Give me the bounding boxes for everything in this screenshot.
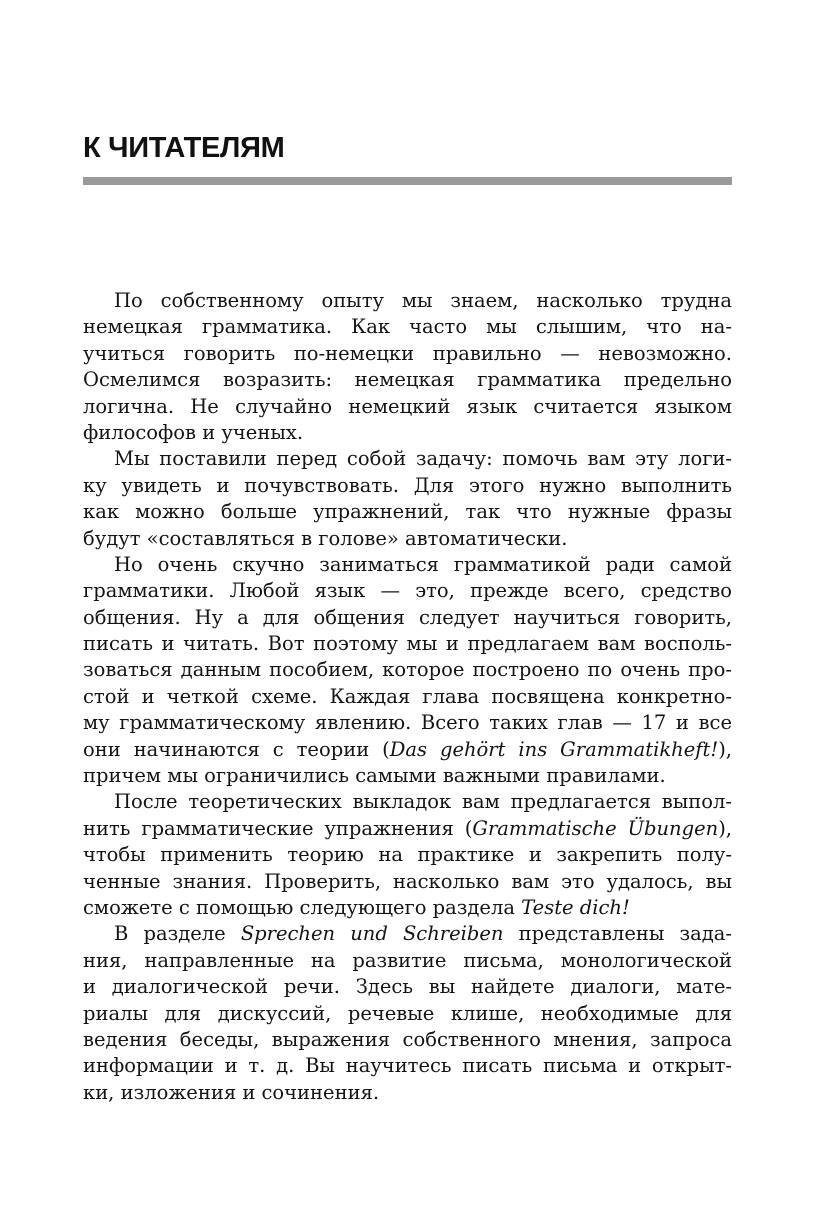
page-title: К ЧИТАТЕЛЯМ	[83, 132, 285, 164]
paragraph-4-line-1: После теоретических выкладок вам предлагается выпол-	[114, 790, 732, 814]
paragraph-1-line-4: Осмелимся возразить: немецкая грамматика предельно	[83, 368, 732, 392]
paragraph-1-line-2: немецкая грамматика. Как часто мы слышим, что на-	[83, 315, 732, 339]
paragraph-3-line-2: грамматики. Любой язык — это, прежде всего, средство	[83, 579, 732, 603]
paragraph-2-line-2: ку увидеть и почувствовать. Для этого нужно выполнить	[83, 473, 732, 497]
paragraph-3-line-9: причем мы ограничились самыми важными правилами.	[83, 764, 666, 788]
paragraph-4-line-2-tail: ),	[718, 816, 732, 840]
paragraph-1-line-6: философов и ученых.	[83, 420, 304, 444]
paragraph-4-line-5-italic: Teste dich!	[521, 895, 630, 919]
paragraph-1-line-1: По собственному опыту мы знаем, насколько трудна	[114, 289, 732, 312]
paragraph-5-line-7: ки, изложения и сочинения.	[83, 1080, 380, 1104]
paragraph-5-line-1-text: В разделе	[114, 922, 241, 946]
paragraph-5-line-1-italic: Sprechen und Schreiben	[240, 922, 504, 946]
paragraph-2-line-1: Мы поставили перед собой задачу: помочь вам эту логи-	[114, 447, 732, 471]
paragraph-1-line-5: логична. Не случайно немецкий язык считается языком	[83, 394, 732, 418]
paragraph-5-line-3: и диалогической речи. Здесь вы найдете диалоги, мате-	[83, 975, 732, 999]
paragraph-5-line-1-tail: представлены зада-	[503, 922, 732, 946]
paragraph-4-line-5-text: сможете с помощью следующего раздела	[83, 895, 522, 919]
paragraph-3-line-3: общения. Ну а для общения следует научиться говорить,	[83, 605, 732, 629]
paragraph-4-line-2-text: нить грамматические упражнения (	[83, 816, 473, 840]
paragraph-2-line-3: как можно больше упражнений, так что нужные фразы	[83, 500, 732, 524]
paragraph-4-line-2	[83, 816, 732, 842]
paragraph-3-line-8-text: они начинаются с теории (	[83, 737, 390, 761]
paragraph-5-line-6: информации и т. д. Вы научитесь писать письма и открыт-	[83, 1054, 732, 1078]
paragraph-3-line-4: писать и читать. Вот поэтому мы и предлагаем вам восполь-	[83, 632, 732, 656]
paragraph-3-line-8-tail: ),	[718, 737, 732, 761]
paragraph-2-line-4: будут «составляться в голове» автоматически.	[83, 526, 568, 550]
body-text	[83, 288, 732, 1106]
paragraph-1-line-3: учиться говорить по-немецки правильно — невозможно.	[83, 341, 732, 365]
paragraph-3-line-5: зоваться данным пособием, которое построено по очень про-	[83, 658, 732, 682]
paragraph-3-line-7: му грамматическому явлению. Всего таких глав — 17 и все	[83, 711, 732, 735]
paragraph-4-line-3: чтобы применить теорию на практике и закрепить полу-	[83, 843, 732, 867]
paragraph-5-line-4: риалы для дискуссий, речевые клише, необходимые для	[83, 1001, 732, 1025]
paragraph-4-line-4: ченные знания. Проверить, насколько вам это удалось, вы	[83, 869, 732, 893]
paragraph-3-line-1: Но очень скучно заниматься грамматикой ради самой	[114, 552, 732, 576]
paragraph-3-line-8-italic: Das gehört ins Grammatikheft!	[389, 737, 719, 761]
title-underline-bar	[83, 177, 732, 185]
paragraph-4-line-5	[83, 895, 732, 921]
paragraph-3-line-6: стой и четкой схеме. Каждая глава посвящена конкретно-	[83, 684, 732, 708]
paragraph-5-line-2: ния, направленные на развитие письма, монологической	[83, 948, 732, 972]
paragraph-4-line-2-italic: Grammatische Übungen	[472, 816, 719, 840]
paragraph-5-line-1	[83, 921, 732, 947]
paragraph-5-line-5: ведения беседы, выражения собственного мнения, запроса	[83, 1027, 732, 1051]
paragraph-3-line-8	[83, 737, 732, 763]
